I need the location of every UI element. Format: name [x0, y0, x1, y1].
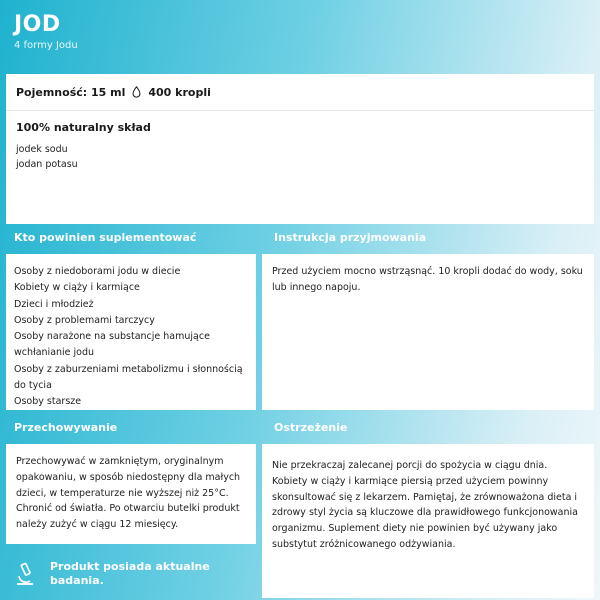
microscope-icon: [14, 562, 36, 586]
composition-item: jodan potasu: [16, 159, 78, 170]
instruction-panel: [262, 254, 594, 410]
who-panel: [6, 254, 256, 410]
storage-title: Przechowywanie: [14, 421, 118, 434]
product-title: JOD: [14, 12, 61, 37]
warning-title: Ostrzeżenie: [274, 421, 348, 434]
storage-text: Przechowywać w zamkniętym, oryginalnym opakowaniu, w sposób niedostępny dla małych dzieci, w temperaturze nie wyższej niż 25°C. Chronić od światła. Po otwarciu butelki produkt należy zużyć w ciągu 12 miesięcy.: [16, 456, 241, 531]
list-item: Osoby z niedoborami jodu w diecie: [14, 266, 181, 277]
product-subtitle: 4 formy Jodu: [14, 40, 78, 51]
composition-panel: [6, 110, 594, 224]
warning-panel: [262, 444, 594, 598]
composition-title: 100% naturalny skład: [16, 121, 151, 134]
warning-text: Nie przekraczaj zalecanej porcji do spożycia w ciągu dnia. Kobiety w ciąży i karmiące piersią przed użyciem powinny skonsultować się z lekarzem. Pamiętaj, że zrównoważona dieta i zdrowy styl życia są kluczowe dla prawidłowego funkcjonowania organizmu. Suplement diety nie powinien być używany jako substytut zróżnicowanego odżywiania.: [272, 460, 578, 550]
research-badge: [14, 560, 220, 588]
list-item: Kobiety w ciąży i karmiące: [14, 282, 140, 294]
list-item: Osoby z zaburzeniami metabolizmu i słonnością do tycia: [14, 363, 243, 392]
storage-panel: [6, 444, 256, 544]
drop-icon: [132, 86, 141, 98]
capacity-bar: [6, 74, 594, 110]
composition-item: jodek sodu: [16, 144, 68, 155]
instruction-title: Instrukcja przyjmowania: [274, 231, 427, 244]
badge-text: Produkt posiada aktualne badania.: [50, 560, 210, 587]
instruction-text: Przed użyciem mocno wstrząsnąć. 10 kropli dodać do wody, soku lub innego napoju.: [272, 266, 583, 293]
list-item: Osoby narażone na substancje hamujące wchłanianie jodu: [14, 331, 210, 359]
header: [14, 12, 78, 51]
who-title: Kto powinien suplementować: [14, 231, 197, 244]
list-item: Dzieci i młodzież: [14, 298, 94, 310]
drops-label: 400 kropli: [148, 85, 211, 99]
capacity-label: Pojemność: 15 ml: [16, 85, 126, 99]
list-item: Osoby starsze: [14, 396, 82, 408]
list-item: Osoby z problemami tarczycy: [14, 314, 155, 326]
